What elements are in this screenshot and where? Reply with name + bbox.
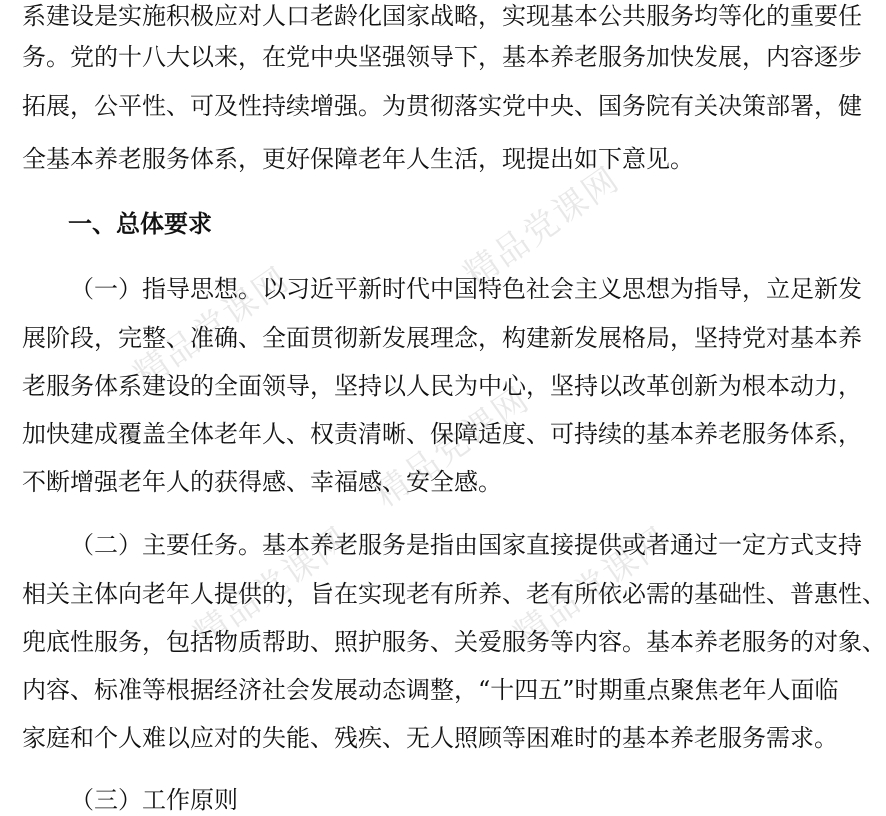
section-heading: 一、总体要求 (68, 210, 212, 238)
watermark: 精品党课网 (366, 379, 538, 516)
watermark: 精品党课网 (506, 519, 678, 656)
watermark: 精品党课网 (456, 159, 628, 296)
watermark: 精品党课网 (126, 259, 298, 396)
text-line: （一）指导思想。以习近平新时代中国特色社会主义思想为指导，立足新发 (70, 275, 862, 303)
text-line: 务。党的十八大以来，在党中央坚强领导下，基本养老服务加快发展，内容逐步 (22, 43, 862, 71)
text-line: 家庭和个人难以应对的失能、残疾、无人照顾等困难时的基本养老服务需求。 (22, 724, 838, 752)
text-line: （二）主要任务。基本养老服务是指由国家直接提供或者通过一定方式支持 (70, 531, 862, 559)
text-line: 加快建成覆盖全体老年人、权责清晰、保障适度、可持续的基本养老服务体系， (22, 420, 862, 448)
text-line: 老服务体系建设的全面领导，坚持以人民为中心，坚持以改革创新为根本动力， (22, 372, 862, 400)
text-line: 拓展，公平性、可及性持续增强。为贯彻落实党中央、国务院有关决策部署，健 (22, 92, 862, 120)
text-line: 相关主体向老年人提供的，旨在实现老有所养、老有所依必需的基础性、普惠性、 (22, 580, 886, 608)
watermark: 精品党课网 (186, 519, 358, 656)
text-line: 系建设是实施积极应对人口老龄化国家战略，实现基本公共服务均等化的重要任 (22, 2, 862, 30)
text-line: 内容、标准等根据经济社会发展动态调整，“十四五”时期重点聚焦老年人面临 (22, 676, 839, 704)
text-line: 全基本养老服务体系，更好保障老年人生活，现提出如下意见。 (22, 145, 694, 173)
text-line: 不断增强老年人的获得感、幸福感、安全感。 (22, 468, 502, 496)
text-line: 展阶段，完整、准确、全面贯彻新发展理念，构建新发展格局，坚持党对基本养 (22, 324, 862, 352)
text-line: 兜底性服务，包括物质帮助、照护服务、关爱服务等内容。基本养老服务的对象、 (22, 628, 886, 656)
text-line-partial: （三）工作原则 (70, 786, 238, 814)
